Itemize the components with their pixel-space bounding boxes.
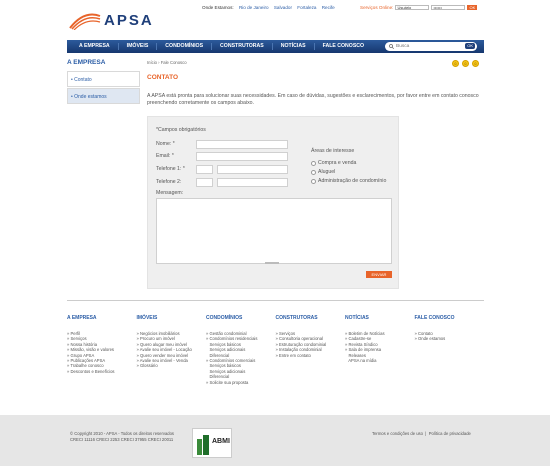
footer-link[interactable]: » Estruturação condominial — [275, 341, 327, 347]
nav-fale-conosco[interactable]: FALE CONOSCO — [322, 43, 365, 49]
logo-text[interactable]: APSA — [104, 12, 154, 29]
footer-link[interactable]: » Consultoria operacional — [275, 336, 323, 342]
locations-label: Onde Estamos: — [202, 5, 234, 10]
footer-link[interactable]: » Condomínios comerciais — [206, 358, 256, 364]
phone2-ddd-input[interactable] — [196, 178, 213, 187]
area-condominio[interactable] — [311, 178, 386, 184]
name-input[interactable] — [196, 140, 288, 149]
phone1-number-input[interactable] — [217, 165, 288, 174]
footer-link[interactable]: » Serviços — [275, 331, 296, 336]
message-label: Mensagem: — [156, 190, 184, 196]
area-aluguel[interactable] — [311, 169, 335, 175]
city-link-recife[interactable]: Recife — [321, 5, 335, 10]
footer-link[interactable]: Serviços básicos — [206, 341, 241, 347]
increase-font-icon[interactable]: ☺ — [473, 61, 478, 66]
footer-link[interactable]: Diferencial — [206, 352, 230, 358]
footer-link[interactable]: » Avalie seu imóvel - Locação — [136, 347, 192, 353]
footer-link-list — [137, 331, 207, 369]
phone1-ddd-input[interactable] — [196, 165, 213, 174]
main-nav — [67, 40, 484, 53]
footer-link[interactable]: Diferencial — [206, 374, 230, 380]
font-size-controls — [452, 60, 479, 67]
city-link-salvador[interactable]: Salvador — [273, 5, 292, 10]
footer-column-title[interactable]: FALE CONOSCO — [414, 315, 455, 321]
sidebar — [67, 71, 140, 105]
footer-link[interactable]: » Solicite sua proposta — [206, 379, 249, 385]
abmi-text: ABMI — [212, 438, 230, 445]
footer-column — [276, 315, 346, 407]
footer-link[interactable]: » Revista Síndico — [345, 341, 378, 347]
footer-column — [206, 315, 276, 407]
area-compra-venda[interactable] — [311, 160, 356, 166]
footer-link[interactable]: » Avalie seu imóvel - Venda — [136, 358, 188, 364]
resize-handle[interactable] — [265, 262, 279, 264]
user-field[interactable]: Usuário — [395, 5, 429, 10]
footer-link-list — [415, 331, 485, 342]
footer-link[interactable]: » Entre em contato — [275, 352, 311, 358]
message-textarea[interactable] — [156, 198, 392, 264]
logo-icon[interactable] — [68, 10, 102, 30]
footer-link[interactable]: » Perfil — [67, 331, 81, 336]
intro-text: A APSA está pronta para solucionar suas necessidades. Em caso de dúvidas, sugestões e esclarecimentos, por favor entre em contato conosco preenchendo corretamente os campos abaixo. — [147, 93, 479, 106]
footer-link-list — [345, 331, 415, 363]
city-link-rio[interactable]: Rio de Janeiro — [238, 5, 269, 10]
divider — [67, 300, 484, 301]
nav-noticias[interactable]: NOTÍCIAS — [273, 43, 315, 50]
footer-link[interactable]: » Grupo APSA — [67, 352, 95, 358]
sidebar-title: A EMPRESA — [67, 59, 106, 66]
footer-link[interactable]: » Cadastre-se — [345, 336, 372, 342]
radio-icon[interactable] — [311, 170, 316, 175]
footer-link[interactable]: » Sala de imprensa — [345, 347, 382, 353]
phone1-label: Telefone 1: * — [156, 166, 185, 172]
nav-condominios[interactable]: CONDOMÍNIOS — [157, 43, 212, 50]
search-ok-button[interactable]: OK — [467, 43, 473, 48]
locations-bar — [202, 5, 339, 10]
footer-link[interactable]: » Quero alugar meu imóvel — [136, 341, 188, 347]
footer-link[interactable]: Serviços básicos — [206, 363, 241, 369]
footer-link[interactable]: Serviços adicionais — [206, 347, 246, 353]
footer-link[interactable]: » Missão, visão e valores — [67, 347, 115, 353]
name-label: Nome: * — [156, 141, 175, 147]
contact-form — [147, 116, 399, 289]
footer-link[interactable]: » Publicações APSA — [67, 358, 106, 364]
search-input[interactable]: Busca — [396, 44, 410, 49]
nav-imoveis[interactable]: IMÓVEIS — [119, 43, 158, 50]
city-link-fortaleza[interactable]: Fortaleza — [297, 5, 317, 10]
nav-construtoras[interactable]: CONSTRUTORAS — [212, 43, 273, 50]
building-icon — [196, 433, 210, 455]
footer-link[interactable]: » Nossa história — [67, 341, 98, 347]
footer-column — [67, 315, 137, 407]
footer-link[interactable]: » Glossário — [136, 363, 158, 369]
footer-column — [137, 315, 207, 407]
footer-link-list — [67, 331, 137, 374]
footer-link-list — [206, 331, 276, 385]
services-label: Serviços Online: — [360, 5, 394, 10]
terms-link[interactable]: Termos e condições de uso — [372, 431, 423, 436]
footer-link[interactable]: » Instalação condominial — [275, 347, 322, 353]
footer-link[interactable]: » Trabalhe conosco — [67, 363, 104, 369]
decrease-font-icon[interactable]: ☺ — [453, 61, 458, 66]
phone2-number-input[interactable] — [217, 178, 288, 187]
footer-link[interactable]: » Gestão condominial — [206, 331, 247, 336]
phone2-label: Telefone 2: — [156, 179, 182, 185]
footer-link[interactable]: » Contato — [414, 331, 433, 336]
footer-link[interactable]: » Procuro um imóvel — [136, 336, 175, 342]
legal-links: Termos e condições de uso | Política de privacidade — [372, 431, 471, 436]
sidebar-item-onde-estamos[interactable]: • Onde estamos — [67, 88, 140, 104]
email-input[interactable] — [196, 152, 288, 161]
sidebar-item-contato[interactable]: • Contato — [67, 71, 140, 87]
send-button[interactable]: ENVIAR — [366, 271, 392, 278]
email-label: Email: * — [156, 153, 174, 159]
footer-link[interactable]: Releases — [345, 352, 366, 358]
breadcrumb[interactable]: Início › Fale Conosco — [147, 60, 187, 65]
footer-column-title[interactable]: CONDOMÍNIOS — [206, 315, 243, 321]
footer-column-title[interactable]: IMÓVEIS — [136, 315, 158, 321]
nav-empresa[interactable]: A EMPRESA — [71, 43, 119, 50]
area-label: Aluguel — [318, 169, 336, 175]
footer-column-title[interactable]: A EMPRESA — [67, 315, 97, 321]
footer-link[interactable]: » Serviços — [67, 336, 87, 342]
footer-column-title[interactable]: NOTÍCIAS — [345, 315, 369, 321]
footer-link[interactable]: » Onde estamos — [414, 336, 446, 342]
copyright-block — [70, 431, 174, 443]
copyright-text: © Copyright 2010 - APSA - Todos os direitos reservados — [70, 431, 175, 436]
radio-icon[interactable] — [311, 161, 316, 166]
footer-column — [415, 315, 485, 407]
footer-link[interactable]: Serviços adicionais — [206, 368, 246, 374]
privacy-link[interactable]: Política de privacidade — [428, 431, 471, 436]
required-note: *Campos obrigatórios — [156, 127, 206, 133]
abmi-logo[interactable] — [192, 428, 232, 458]
area-label: Compra e venda — [318, 160, 357, 166]
footer-link-list — [276, 331, 346, 358]
reset-font-icon[interactable]: ☺ — [463, 61, 468, 66]
footer-link[interactable]: » Negócios imobiliários — [136, 331, 180, 336]
radio-icon[interactable] — [311, 179, 316, 184]
footer-link[interactable]: » Condomínios residenciais — [206, 336, 258, 342]
login-ok-button[interactable]: OK — [469, 5, 476, 10]
creci-text: CRECI 11116 CRECI 2253 CRECI 37955 CRECI 20011 — [70, 437, 174, 442]
search-icon — [389, 44, 394, 49]
footer-link[interactable]: » Quero vender meu imóvel — [136, 352, 189, 358]
footer-link[interactable]: » Boletim de Notícias — [345, 331, 385, 336]
footer-column — [345, 315, 415, 407]
password-field[interactable]: •••••• — [431, 5, 465, 10]
footer-link[interactable]: APSA na mídia — [345, 358, 377, 364]
footer-column-title[interactable]: CONSTRUTORAS — [275, 315, 318, 321]
area-label: Administração de condomínio — [318, 178, 387, 184]
footer-sitemap — [67, 315, 484, 407]
footer-link[interactable]: » Descontos e Benefícios — [67, 368, 115, 374]
online-services — [360, 5, 477, 10]
page-title: CONTATO — [147, 74, 179, 81]
areas-title: Áreas de interesse — [311, 148, 355, 154]
search-box[interactable] — [385, 42, 477, 51]
